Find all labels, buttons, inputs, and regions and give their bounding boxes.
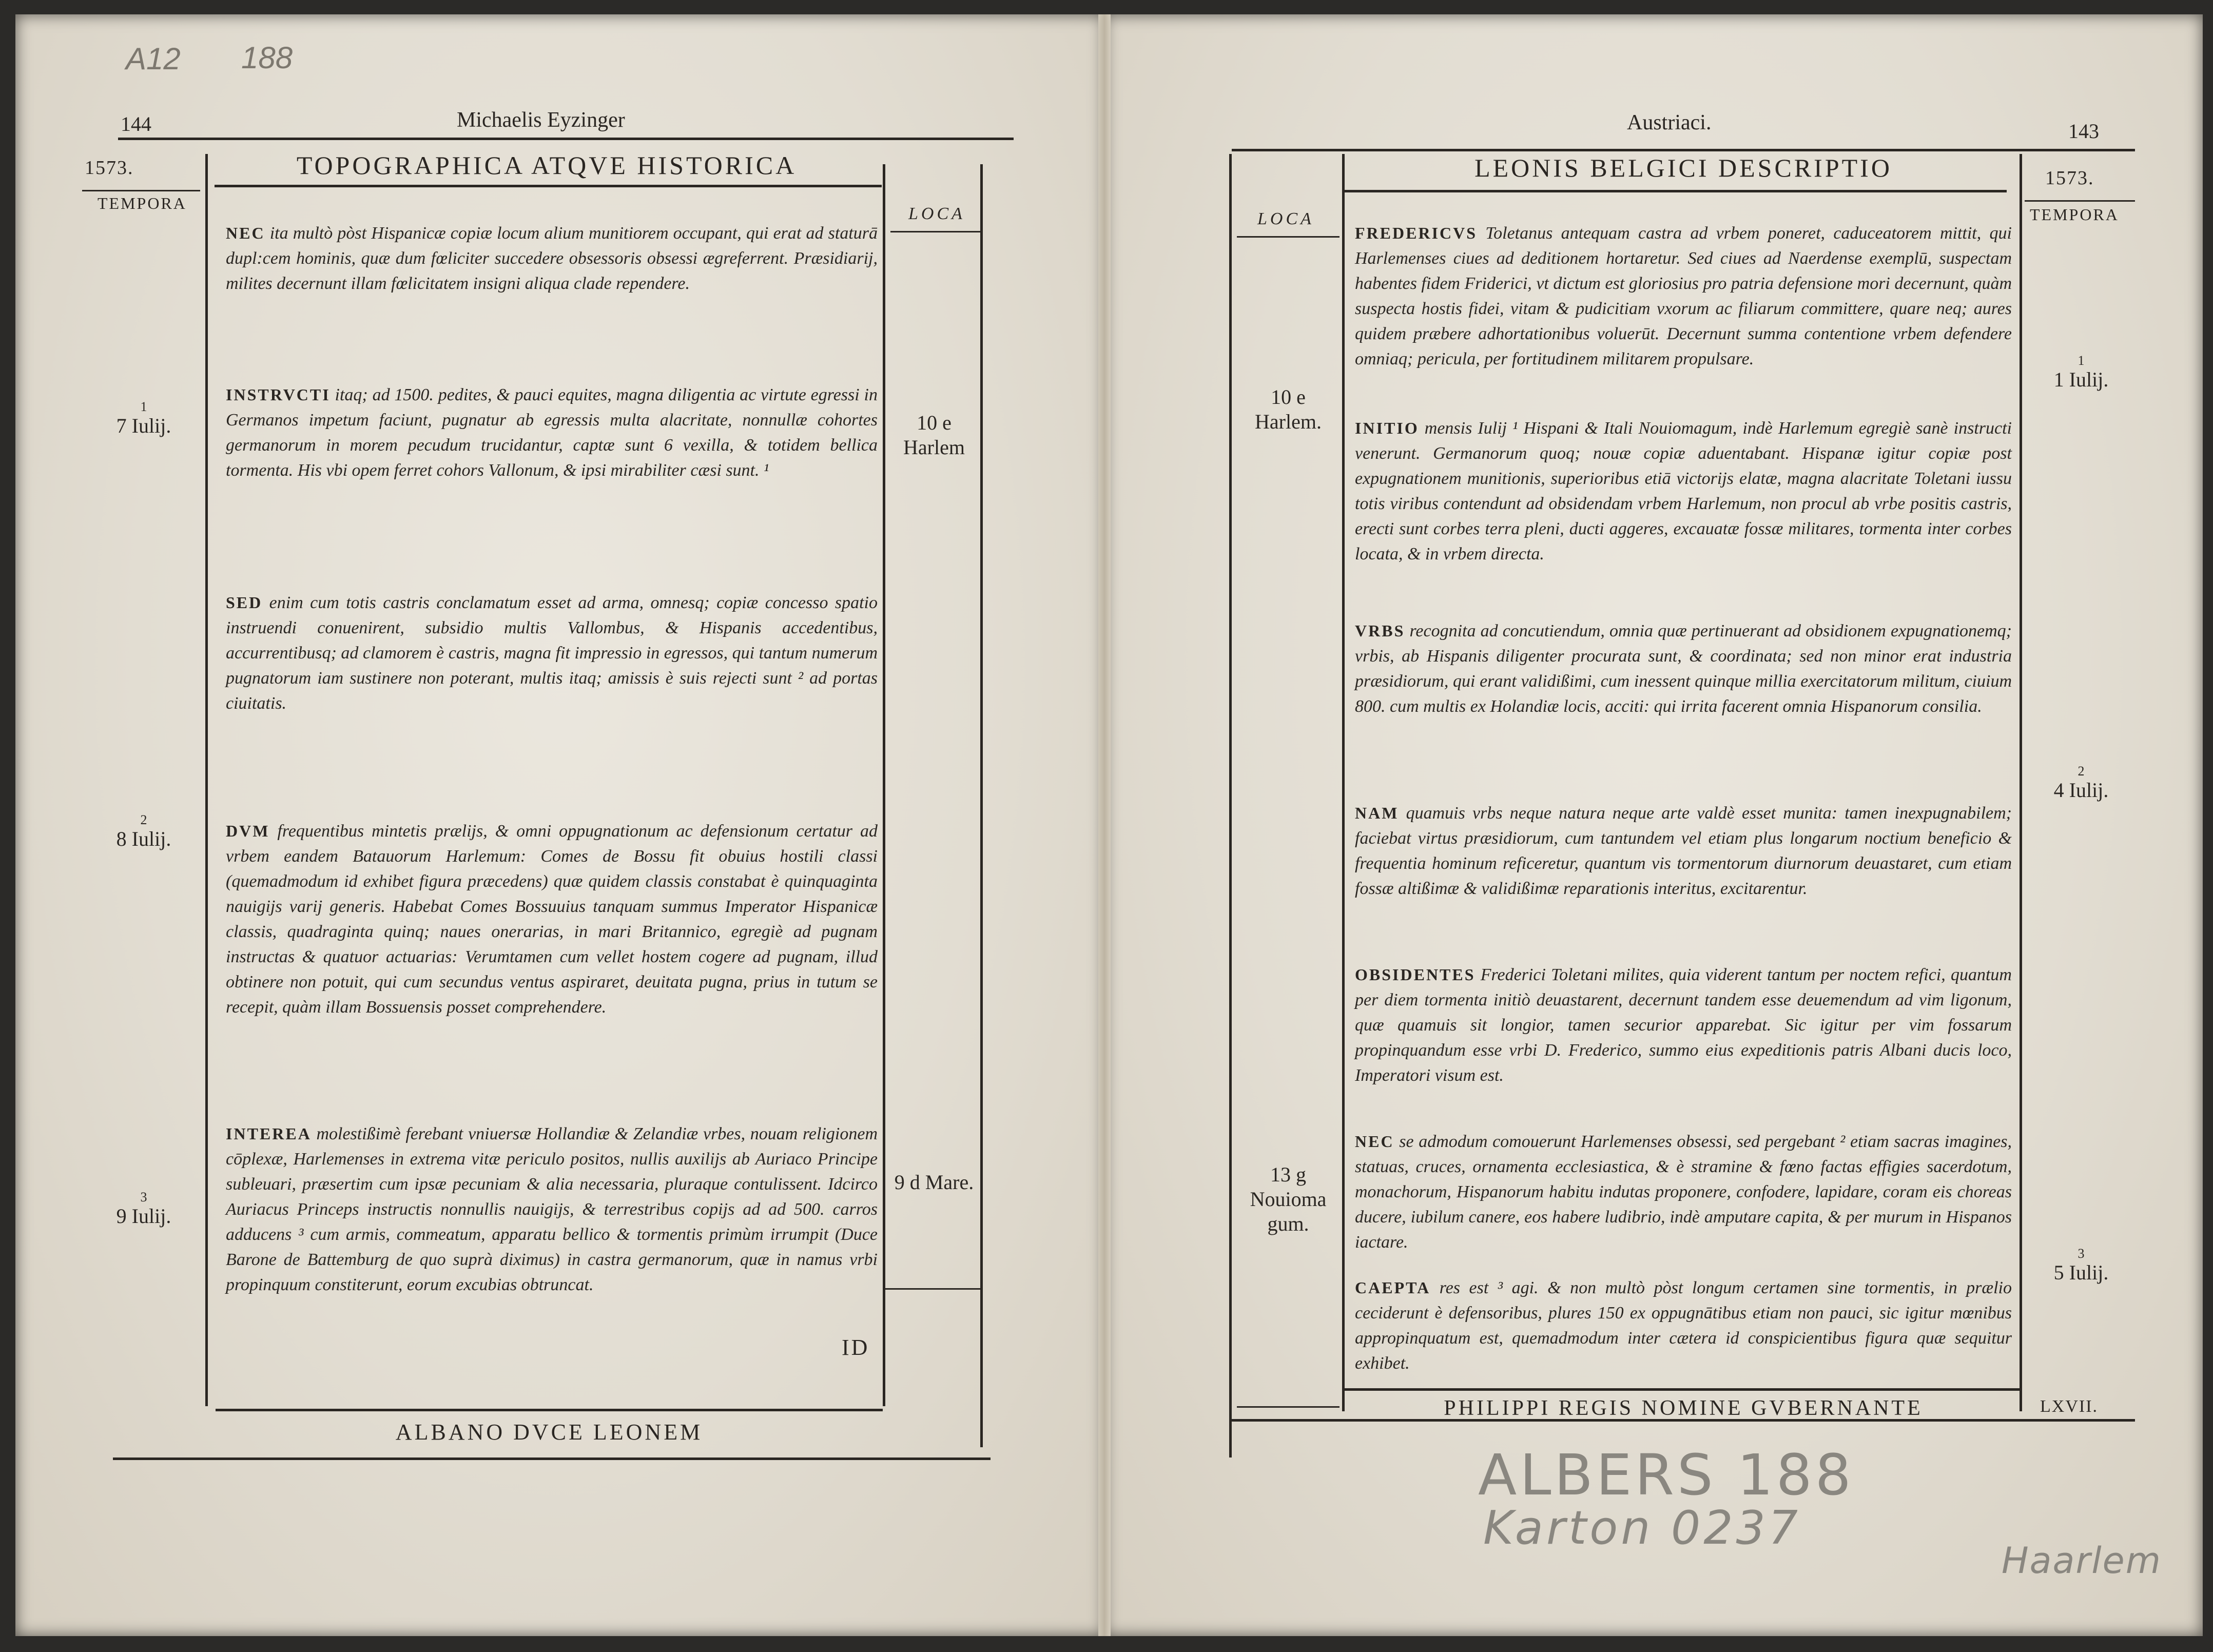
left-header-title: TOPOGRAPHICA ATQVE HISTORICA [296, 151, 797, 180]
left-bottom-rule-inner [216, 1409, 883, 1411]
left-paragraph-5-text: molestißimè ferebant vniuersæ Hollandiæ & Zelandiæ vrbes, nouam religionem cōplexæ, Harlemenses in extrema vitæ periculo positos, nullis auxilijs ab Auriaco Principe subleuari, præsertim cum ipsæ pecuniam & alia necessaria, pluraque contulissent. Idcirco Auriacus Princeps instructis nonnullis nauigijs, & terrestribus copijs ad ad 500. carros adducens ³ cum armis, commeatum, apparatu bellico & tormentis primùm irrumpit (Duce Barone de Battemburg de quo suprà diximus) in castra germanorum, quæ in namus vrbi propinquum constiterunt, eorum excubias obtruncat. [226, 1124, 878, 1294]
left-tempora-note-1-date: 7 Iulij. [116, 414, 171, 437]
right-paragraph-3-lead: VRBS [1355, 621, 1405, 640]
left-page-number: 144 [121, 112, 151, 135]
ink-note-188: 188 [241, 41, 293, 75]
right-paragraph-2-text: mensis Iulij ¹ Hispani & Itali Nouiomagum, indè Harlemum egregiè sanè instructi venerunt. Germanorum quoq; nouæ copiæ aduentabant. Hispanæ igitur copiæ post expugnationem munitionis, superioribus etiā victorijs elatæ, magna alacritate Toletani iussu totis viribus contendunt ad obsidendam vrbem Harlemum, non procul ab vrbe positis castris, erecti sunt corbes terra pleni, ducti aggeres, excauatæ fossæ militares, tormenta inter corbes locata, & in vrbem directa. [1355, 419, 2012, 563]
right-tempora-note-1 [2032, 354, 2130, 392]
left-paragraph-5-lead: INTEREA [226, 1124, 312, 1143]
right-paragraph-4 [1355, 801, 2012, 901]
right-paragraph-5-lead: OBSIDENTES [1355, 965, 1476, 984]
right-paragraph-3 [1355, 618, 2012, 719]
right-paragraph-4-lead: NAM [1355, 804, 1399, 822]
right-paragraph-6-text: se admodum comouerunt Harlemenses obsessi, sed pergebant ² etiam sacras imagines, statuas, cruces, ornamenta ecclesiastica, & è stramine & fœno factas effigies sacerdotum, monachorum, Hispanorum habitu indutas proponere, confodere, lapidare, coram eis choreas ducere, iubilum canere, eos habere ludibrio, indè amputare capita, & per murum in Hispanos iactare. [1355, 1132, 2012, 1252]
left-header-loca: LOCA [908, 204, 965, 223]
left-signature-mark: ID [842, 1335, 870, 1360]
right-title-underline [1345, 190, 2007, 192]
left-top-rule [118, 138, 1014, 140]
left-tempora-note-3-date: 9 Iulij. [116, 1204, 171, 1228]
right-rule-outer-left [1229, 154, 1232, 1457]
right-rule-inner-right [2020, 154, 2022, 1411]
left-tempora-note-2 [98, 813, 190, 851]
right-rule-inner-left [1342, 154, 1345, 1411]
right-paragraph-7 [1355, 1275, 2012, 1376]
left-paragraph-3 [226, 590, 878, 716]
right-folio-number: LXVII. [2040, 1397, 2099, 1416]
right-bottom-rule-inner [1345, 1388, 2022, 1391]
right-header-year: 1573. [2045, 167, 2094, 189]
left-paragraph-3-text: enim cum totis castris conclamatum esset ad arma, omnesq; copiæ concesso spatio instruendi conuenirent, subsidio multis Vallombus, & Hispanis accedentibus, accurrentibusq; ad clamorem è castris, magna fit impressio in egressos, qui tantum numerum pugnatorum iam sustinere non poterant, multis itaq; amissis è suis rejecti sunt ² ad portas ciuitatis. [226, 593, 878, 713]
left-paragraph-4-lead: DVM [226, 822, 270, 840]
right-tempora-note-2-date: 4 Iulij. [2053, 779, 2109, 802]
left-paragraph-2-text: itaq; ad 1500. pedites, & pauci equites, magna diligentia ac virtute egressi in Germanos impetum faciunt, pugnatur ab egressis multa alacritate, nonnullæ cohortes germanorum in morem pecudum trucidantur, captæ sunt 6 vexilla, & totidem bellica tormenta. His vbi opem ferret cohors Vallonum, & ipsi mirabiliter cæsi sunt. ¹ [226, 385, 878, 480]
left-paragraph-2 [226, 382, 878, 483]
right-tempora-note-3-number: 3 [2078, 1246, 2085, 1261]
left-header-year: 1573. [85, 157, 134, 179]
left-tempora-note-2-date: 8 Iulij. [116, 827, 171, 850]
ink-note-a12: A12 [126, 42, 181, 76]
right-paragraph-2 [1355, 416, 2012, 567]
right-tempora-note-1-date: 1 Iulij. [2053, 368, 2109, 391]
pencil-note-haarlem: Haarlem [2002, 1540, 2162, 1582]
left-paragraph-1-lead: NEC [226, 224, 265, 242]
right-paragraph-3-text: recognita ad concutiendum, omnia quæ pertinuerant ad obsidionem expugnationemq; vrbis, ab Hispanis diligenter procurata sunt, & coordinata; sed non minor erat industria præsidiorum, qui erant validißimi, cum inessent quinque millia exercitatorum militum, ciuium 800. cum multis ex Holandiæ locis, acciti: qui irrita facerent omnia Hispanorum consilia. [1355, 621, 2012, 716]
right-tempora-note-2 [2032, 765, 2130, 803]
left-tempora-note-1-number: 1 [140, 399, 147, 414]
left-bottom-rule-outer [113, 1457, 991, 1460]
right-running-head: Austriaci. [1627, 111, 1712, 134]
right-tempora-note-2-number: 2 [2078, 764, 2085, 779]
left-title-underline [215, 185, 882, 187]
right-paragraph-6-lead: NEC [1355, 1132, 1394, 1151]
pencil-note-karton: Karton 0237 [1483, 1501, 1801, 1555]
left-paragraph-2-lead: INSTRVCTI [226, 385, 331, 404]
pencil-note-albers: ALBERS 188 [1478, 1442, 1854, 1508]
left-tempora-note-1 [98, 400, 190, 438]
right-paragraph-1-text: Toletanus antequam castra ad vrbem poneret, caduceatorem mittit, qui Harlemenses ciues ad deditionem hortaretur. Sed ciues ad Naerdense exemplū, suspectam habentes fidem Friderici, vt dictum est gloriosius pro patria defensione mori decernunt, quàm suspecta hostis fidei, vitam & pudicitiam vxorum ac filiarum committere, quare neq; aures quidem præbere adhortationibus voluerūt. Decernunt summa contentione vrbem defendere omniaq; pericula, per fortitudinem militarem propulsare. [1355, 224, 2012, 368]
left-tempora-note-2-number: 2 [140, 812, 147, 827]
left-footer-line: ALBANO DVCE LEONEM [395, 1420, 703, 1445]
right-paragraph-7-lead: CAEPTA [1355, 1278, 1431, 1297]
left-paragraph-1-text: ita multò pòst Hispanicæ copiæ locum alium munitiorem occupant, qui erat ad staturā dupl:cem hominis, quæ dum fœliciter succedere obsessoris obsessi ægreferrent. Præsidiarij, milites decernunt illam fœlicitatem insigni aliqua clade rependere. [226, 224, 878, 293]
left-rule-inner-right [883, 164, 885, 1406]
left-tempora-note-3-number: 3 [140, 1190, 147, 1204]
left-header-tempora: TEMPORA [98, 194, 187, 212]
right-paragraph-5 [1355, 962, 2012, 1088]
left-paragraph-1 [226, 221, 878, 296]
right-page-number: 143 [2068, 120, 2099, 143]
right-header-title: LEONIS BELGICI DESCRIPTIO [1474, 153, 1892, 182]
left-tempora-note-3 [98, 1191, 190, 1229]
right-loca-bottom-rule [1237, 1406, 1340, 1408]
left-rule-inner-left [205, 154, 208, 1406]
left-paragraph-4 [226, 819, 878, 1020]
left-paragraph-5 [226, 1121, 878, 1297]
right-header-loca: LOCA [1257, 209, 1314, 228]
left-loca-note-2: 9 d Mare. [894, 1171, 974, 1194]
right-paragraph-6 [1355, 1129, 2012, 1255]
left-paragraph-4-text: frequentibus mintetis prælijs, & omni oppugnationum ac defensionum certatur ad vrbem eandem Batauorum Harlemum: Comes de Bossu fit obuius hostili classi (quemadmodum id exhibet figura præcedens) quæ quidem classis constabat è quinquaginta nauigijs varij generis. Habebat Comes Bossuuius tanquam summus Imperator Hispanicæ classis, quadraginta quinq; naues onerarias, in mari Britannico, egregiè ad pugnam instructas & quatuor actuarias: Verumtamen cum vellet hostem cogere ad pugnam, illud obtinere non potuit, qui cum secundus ventus aspiraret, deuitata pugna, prius in tutum se recepit, quàm illam Bossuensis posset comprehendere. [226, 822, 878, 1017]
right-tempora-note-3-date: 5 Iulij. [2053, 1261, 2109, 1284]
right-tempora-note-1-number: 1 [2078, 353, 2085, 368]
right-paragraph-4-text: quamuis vrbs neque natura neque arte valdè esset munita: tamen inexpugnabilem; faciebat virtus præsidiorum, cum tantundem vel etiam plus longarum noctium beneficio & frequentia hominum reficeretur, quantum vis tormentorum diurnorum deuastaret, cum etiam fossæ altißimæ & validißimæ reparationis interitus, excitarentur. [1355, 804, 2012, 898]
left-loca-bottom-rule [885, 1288, 983, 1290]
right-paragraph-2-lead: INITIO [1355, 419, 1419, 437]
right-top-rule [1232, 149, 2135, 151]
right-paragraph-7-text: res est ³ agi. & non multò pòst longum certamen sine tormentis, in prælio ceciderunt è defensoribus, plures 150 ex oppugnātibus etiam non pauci, sic igitur mœnibus appropinquatum est, quemadmodum inter cætera id conspicientibus figura quæ sequitur exhibet. [1355, 1278, 2012, 1373]
left-loca-note-1: 10 e Harlem [903, 411, 965, 459]
right-paragraph-1-lead: FREDERICVS [1355, 224, 1478, 242]
page-fold [1098, 14, 1111, 1636]
right-loca-note-1: 10 e Harlem. [1255, 385, 1322, 433]
right-loca-rule [1237, 236, 1340, 238]
right-tempora-rule [2025, 200, 2135, 202]
left-running-head: Michaelis Eyzinger [457, 108, 625, 132]
right-footer-line: PHILIPPI REGIS NOMINE GVBERNANTE [1444, 1396, 1923, 1420]
right-header-tempora: TEMPORA [2030, 205, 2119, 224]
left-tempora-rule [82, 190, 200, 191]
right-loca-note-2: 13 g Nouioma gum. [1250, 1163, 1327, 1235]
left-loca-rule [890, 231, 983, 232]
left-rule-outer-right [980, 164, 983, 1447]
right-tempora-note-3 [2032, 1247, 2130, 1285]
right-paragraph-1 [1355, 221, 2012, 372]
right-paragraph-5-text: Frederici Toletani milites, quia viderent tantum per noctem refici, quantum per diem tormenta initiò deuastarent, decernunt tandem esse deuemendum ad vim ligonum, quæ quamuis sit longior, tamen securior apparebat. Sic igitur per vim fossarum propinquandum esse vrbi D. Frederico, summo eius expeditionis patris Albani ducis loco, Imperatori visum est. [1355, 965, 2012, 1085]
left-paragraph-3-lead: SED [226, 593, 263, 612]
